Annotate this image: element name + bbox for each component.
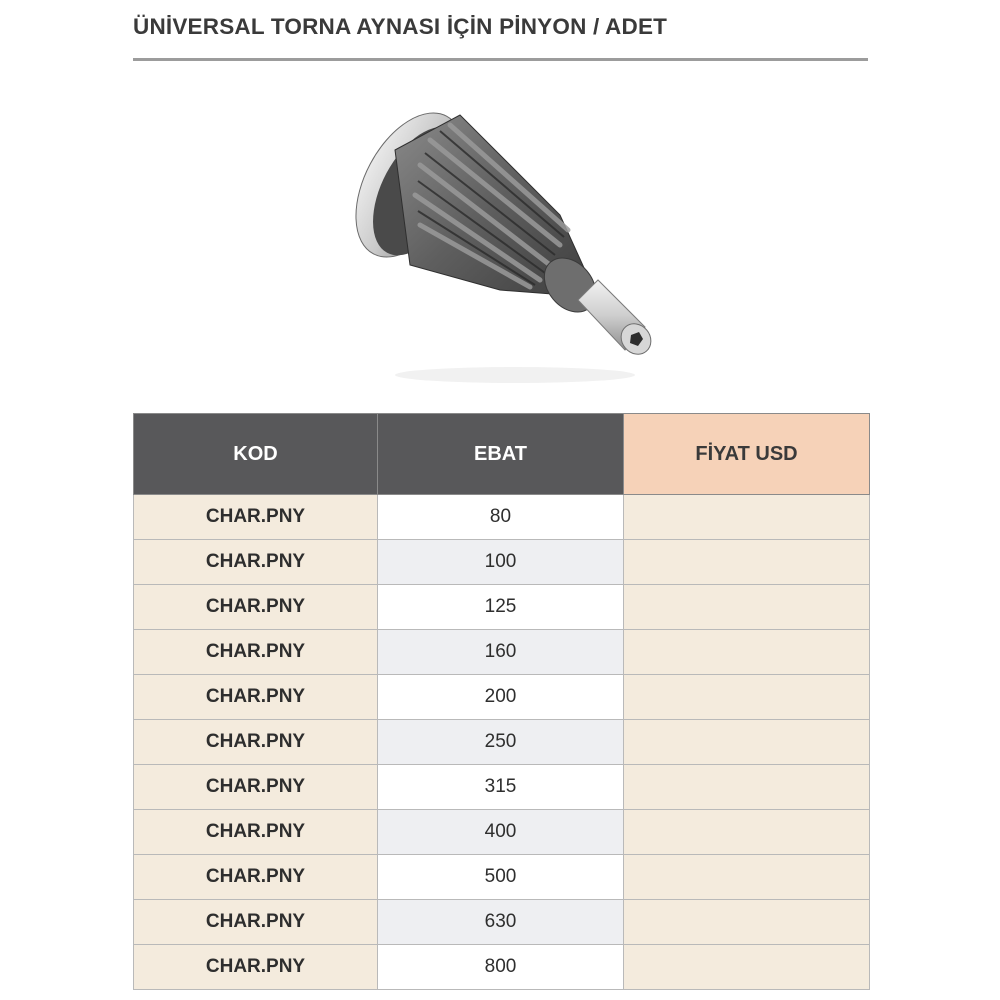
table-row (134, 720, 870, 765)
size-cell: 200 (378, 675, 624, 720)
size-cell: 630 (378, 900, 624, 945)
price-cell (624, 810, 870, 855)
size-cell: 125 (378, 585, 624, 630)
code-cell: CHAR.PNY (134, 810, 378, 855)
code-cell: CHAR.PNY (134, 675, 378, 720)
pinion-gear-image (340, 95, 670, 390)
title-divider (133, 58, 868, 61)
code-cell: CHAR.PNY (134, 630, 378, 675)
size-cell: 100 (378, 540, 624, 585)
page-title: ÜNİVERSAL TORNA AYNASI İÇİN PİNYON / ADET (133, 14, 668, 39)
size-cell: 160 (378, 630, 624, 675)
table-row (134, 495, 870, 540)
price-table (133, 413, 870, 990)
size-cell: 500 (378, 855, 624, 900)
price-cell (624, 630, 870, 675)
table-row (134, 675, 870, 720)
price-cell (624, 720, 870, 765)
table-header-row (134, 414, 870, 495)
code-cell: CHAR.PNY (134, 720, 378, 765)
code-cell: CHAR.PNY (134, 540, 378, 585)
table-row (134, 855, 870, 900)
code-cell: CHAR.PNY (134, 765, 378, 810)
table-row (134, 585, 870, 630)
price-cell (624, 765, 870, 810)
size-cell: 800 (378, 945, 624, 990)
table-row (134, 945, 870, 990)
price-cell (624, 540, 870, 585)
code-cell: CHAR.PNY (134, 585, 378, 630)
table-row (134, 810, 870, 855)
price-cell (624, 945, 870, 990)
price-cell (624, 855, 870, 900)
code-cell: CHAR.PNY (134, 495, 378, 540)
size-cell: 250 (378, 720, 624, 765)
price-cell (624, 585, 870, 630)
table-row (134, 765, 870, 810)
price-cell (624, 675, 870, 720)
price-cell (624, 900, 870, 945)
table-row (134, 900, 870, 945)
price-cell (624, 495, 870, 540)
code-cell: CHAR.PNY (134, 945, 378, 990)
code-cell: CHAR.PNY (134, 900, 378, 945)
header-price: FİYAT USD (624, 414, 870, 495)
size-cell: 315 (378, 765, 624, 810)
header-size: EBAT (378, 414, 624, 495)
code-cell: CHAR.PNY (134, 855, 378, 900)
size-cell: 400 (378, 810, 624, 855)
header-code: KOD (134, 414, 378, 495)
table-row (134, 630, 870, 675)
size-cell: 80 (378, 495, 624, 540)
table-row (134, 540, 870, 585)
